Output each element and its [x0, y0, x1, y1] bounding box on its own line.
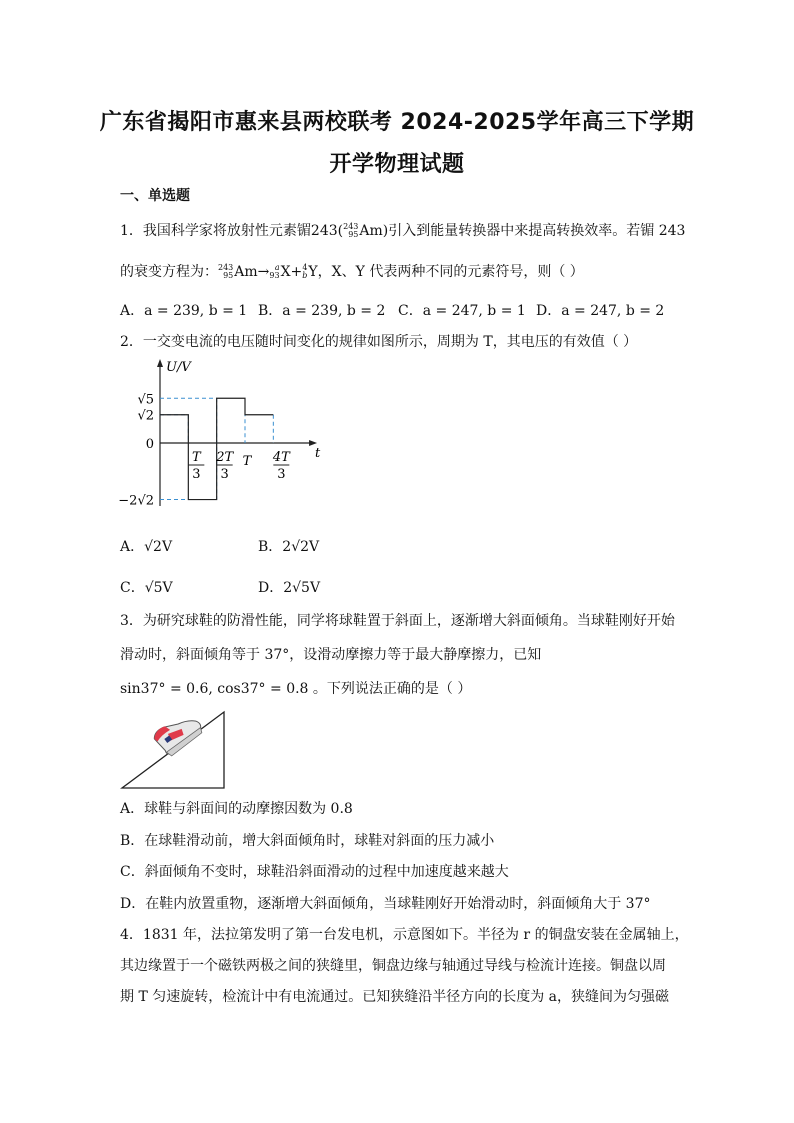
y-axis-arrow: [157, 359, 163, 367]
y-tick-label: √2: [137, 408, 154, 424]
q1-text-1: 1．我国科学家将放射性元素镅243: [120, 223, 338, 239]
q3-line-1: 3．为研究球鞋的防滑性能，同学将球鞋置于斜面上，逐渐增大斜面倾角。当球鞋刚好开始: [120, 613, 675, 629]
x-tick-label-num: 4T: [272, 450, 290, 465]
q4-line-2: 其边缘置于一个磁铁两极之间的狭缝里，铜盘边缘与轴通过导线与检流计连接。铜盘以周: [120, 958, 666, 974]
q1-option-c[interactable]: C．a = 247, b = 1: [398, 303, 526, 319]
q2-line: 2．一交变电流的电压随时间变化的规律如图所示，周期为 T，其电压的有效值（ ）: [120, 334, 638, 350]
x-axis-label: t: [315, 446, 321, 461]
title-line-1: 广东省揭阳市惠来县两校联考 2024-2025学年高三下学期: [99, 110, 695, 135]
q1-text-2-pre: 的衰变方程为：: [120, 264, 218, 280]
q1-text-1-mid: 引入到能量转换器中来提高转换效率。若镅 243: [388, 223, 686, 239]
voltage-chart: [118, 355, 321, 530]
x-tick-label-den: 3: [220, 467, 229, 482]
x-tick-label-num: 2T: [216, 450, 234, 465]
y-tick-label: √5: [137, 392, 154, 408]
q1-am-notation: (243 95Am): [337, 222, 389, 239]
x-tick-label-den: 3: [192, 467, 201, 482]
q3-option-a[interactable]: A．球鞋与斜面间的动摩擦因数为 0.8: [120, 801, 353, 817]
x-tick-label-num: T: [191, 450, 201, 465]
q2-option-c[interactable]: C．√5V: [120, 580, 173, 596]
q3-line-2: 滑动时，斜面倾角等于 37°，设滑动摩擦力等于最大静摩擦力，已知: [120, 647, 542, 663]
q2-option-b[interactable]: B．2√2V: [258, 539, 320, 555]
q1-option-b[interactable]: B．a = 239, b = 2: [258, 303, 386, 319]
q1-decay-equation: 243 95Am→ a 93X+4 bY: [218, 263, 318, 280]
q3-option-b[interactable]: B．在球鞋滑动前，增大斜面倾角时，球鞋对斜面的压力减小: [120, 833, 495, 849]
q1-text-2-post: ，X、Y 代表两种不同的元素符号，则（ ）: [317, 264, 584, 280]
x-tick-label-den: 3: [277, 467, 286, 482]
q3-option-c[interactable]: C．斜面倾角不变时，球鞋沿斜面滑动的过程中加速度越来越大: [120, 864, 509, 880]
q1-line-2: [120, 263, 584, 281]
q3-line-3: sin37° = 0.6, cos37° = 0.8 。下列说法正确的是（ ）: [120, 681, 472, 697]
waveform-line: [160, 398, 273, 499]
incline-shoe-figure: [120, 708, 230, 792]
shoe-icon: [151, 708, 205, 758]
section-heading: 一、单选题: [120, 188, 190, 204]
q2-option-d[interactable]: D．2√5V: [258, 580, 321, 596]
q3-option-d[interactable]: D．在鞋内放置重物，逐渐增大斜面倾角，当球鞋刚好开始滑动时，斜面倾角大于 37°: [120, 896, 651, 912]
q1-option-d[interactable]: D．a = 247, b = 2: [536, 303, 665, 319]
q1-option-a[interactable]: A．a = 239, b = 1: [120, 303, 248, 319]
q4-line-1: 4．1831 年，法拉第发明了第一台发电机，示意图如下。半径为 r 的铜盘安装在金属轴上，: [120, 927, 689, 943]
y-tick-label: −2√2: [118, 493, 154, 509]
y-axis-label: U/V: [166, 360, 191, 375]
title-line-2: 开学物理试题: [329, 152, 465, 177]
q4-line-3: 期 T 匀速旋转，检流计中有电流通过。已知狭缝沿半径方向的长度为 a，狭缝间为匀强磁: [120, 989, 670, 1005]
y-tick-label: 0: [145, 437, 154, 452]
x-tick-label: T: [242, 454, 252, 469]
q2-option-a[interactable]: A．√2V: [120, 539, 173, 555]
q1-line-1: [120, 222, 685, 240]
